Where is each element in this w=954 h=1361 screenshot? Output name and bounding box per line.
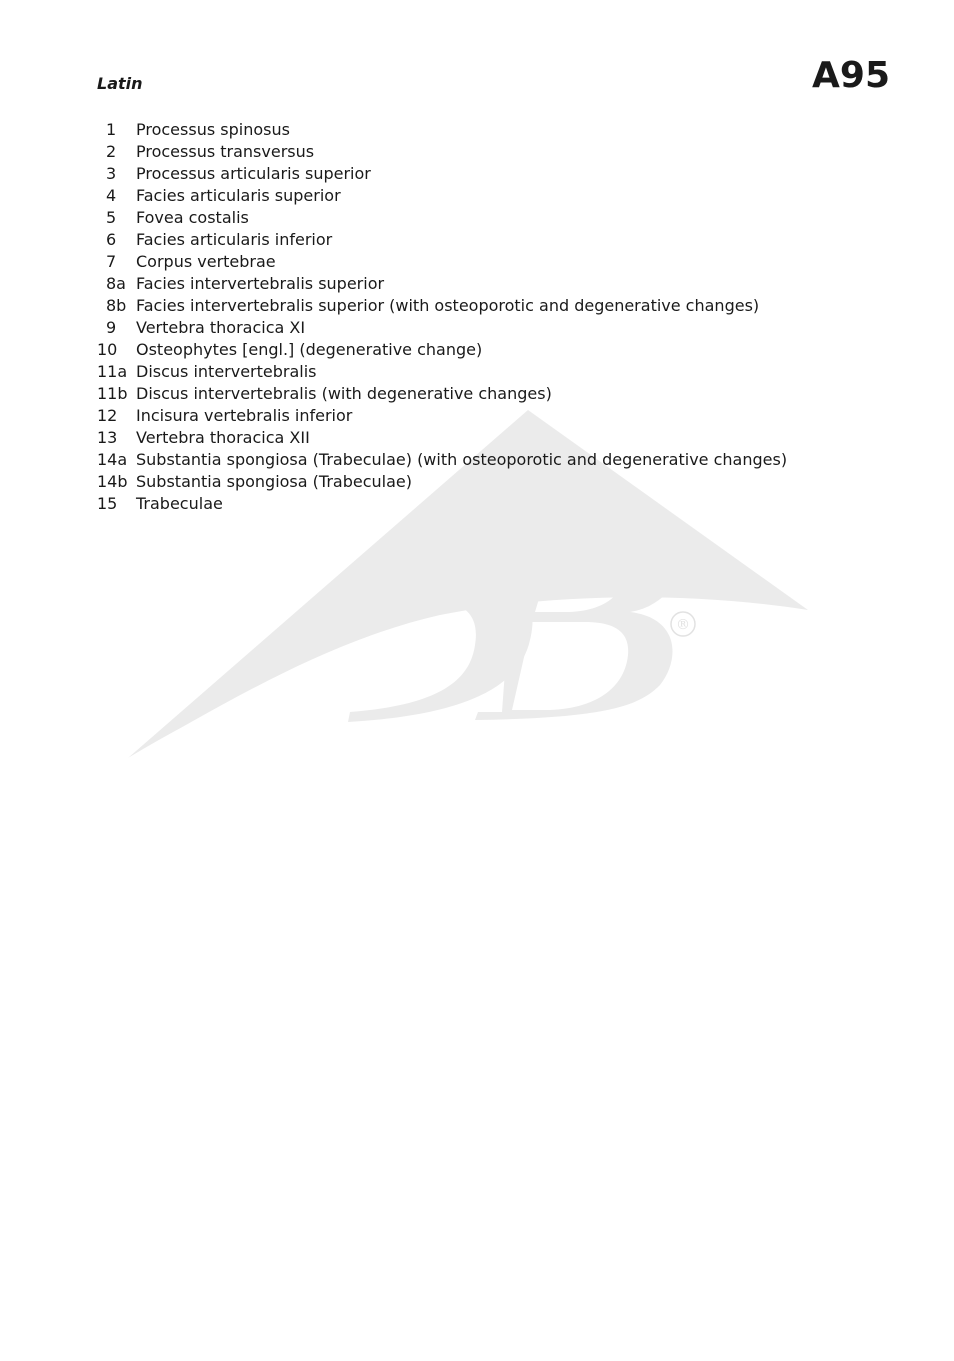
term-number: 2	[106, 142, 117, 161]
list-item	[97, 141, 787, 163]
list-item	[97, 229, 787, 251]
term-name: Substantia spongiosa (Trabeculae)	[136, 472, 412, 491]
term-number: 12	[97, 406, 118, 425]
list-item	[97, 317, 787, 339]
term-name: Processus spinosus	[136, 120, 290, 139]
term-list	[97, 119, 787, 515]
term-name: Discus intervertebralis (with degenerative changes)	[136, 384, 552, 403]
term-number: 5	[106, 208, 117, 227]
term-name: Fovea costalis	[136, 208, 249, 227]
term-name: Trabeculae	[136, 494, 223, 513]
term-name: Substantia spongiosa (Trabeculae) (with osteoporotic and degenerative changes)	[136, 450, 788, 469]
list-item	[97, 383, 787, 405]
term-number: 7	[106, 252, 117, 271]
term-name: Facies articularis inferior	[136, 230, 333, 249]
term-number: 14a	[97, 450, 128, 469]
list-item	[97, 207, 787, 229]
term-number: 8b	[106, 296, 127, 315]
list-item	[97, 493, 787, 515]
term-number: 11b	[97, 384, 128, 403]
list-item	[97, 185, 787, 207]
list-item	[97, 405, 787, 427]
term-number: 15	[97, 494, 118, 513]
term-name: Vertebra thoracica XII	[136, 428, 310, 447]
list-item	[97, 361, 787, 383]
term-name: Corpus vertebrae	[136, 252, 276, 271]
list-item	[97, 119, 787, 141]
term-number: 6	[106, 230, 117, 249]
term-name: Vertebra thoracica XI	[136, 318, 306, 337]
term-number: 1	[106, 120, 117, 139]
term-number: 8a	[106, 274, 126, 293]
term-name: Discus intervertebralis	[136, 362, 317, 381]
term-number: 14b	[97, 472, 128, 491]
term-name: Osteophytes [engl.] (degenerative change)	[136, 340, 483, 359]
term-name: Facies intervertebralis superior	[136, 274, 385, 293]
list-item	[97, 471, 787, 493]
page-header	[0, 0, 954, 110]
term-number: 4	[106, 186, 117, 205]
term-name: Processus articularis superior	[136, 164, 371, 183]
list-item	[97, 295, 787, 317]
term-number: 3	[106, 164, 117, 183]
list-item	[97, 163, 787, 185]
list-item	[97, 339, 787, 361]
list-item	[97, 449, 787, 471]
term-number: 9	[106, 318, 117, 337]
language-label: Latin	[97, 74, 143, 93]
term-number: 10	[97, 340, 118, 359]
term-number: 11a	[97, 362, 128, 381]
term-name: Facies intervertebralis superior (with osteoporotic and degenerative changes)	[136, 296, 760, 315]
term-name: Processus transversus	[136, 142, 315, 161]
term-name: Incisura vertebralis inferior	[136, 406, 353, 425]
list-item	[97, 427, 787, 449]
list-item	[97, 273, 787, 295]
page-code: A95	[812, 55, 890, 96]
term-number: 13	[97, 428, 118, 447]
list-item	[97, 251, 787, 273]
registered-mark: ®	[676, 617, 690, 633]
term-name: Facies articularis superior	[136, 186, 341, 205]
